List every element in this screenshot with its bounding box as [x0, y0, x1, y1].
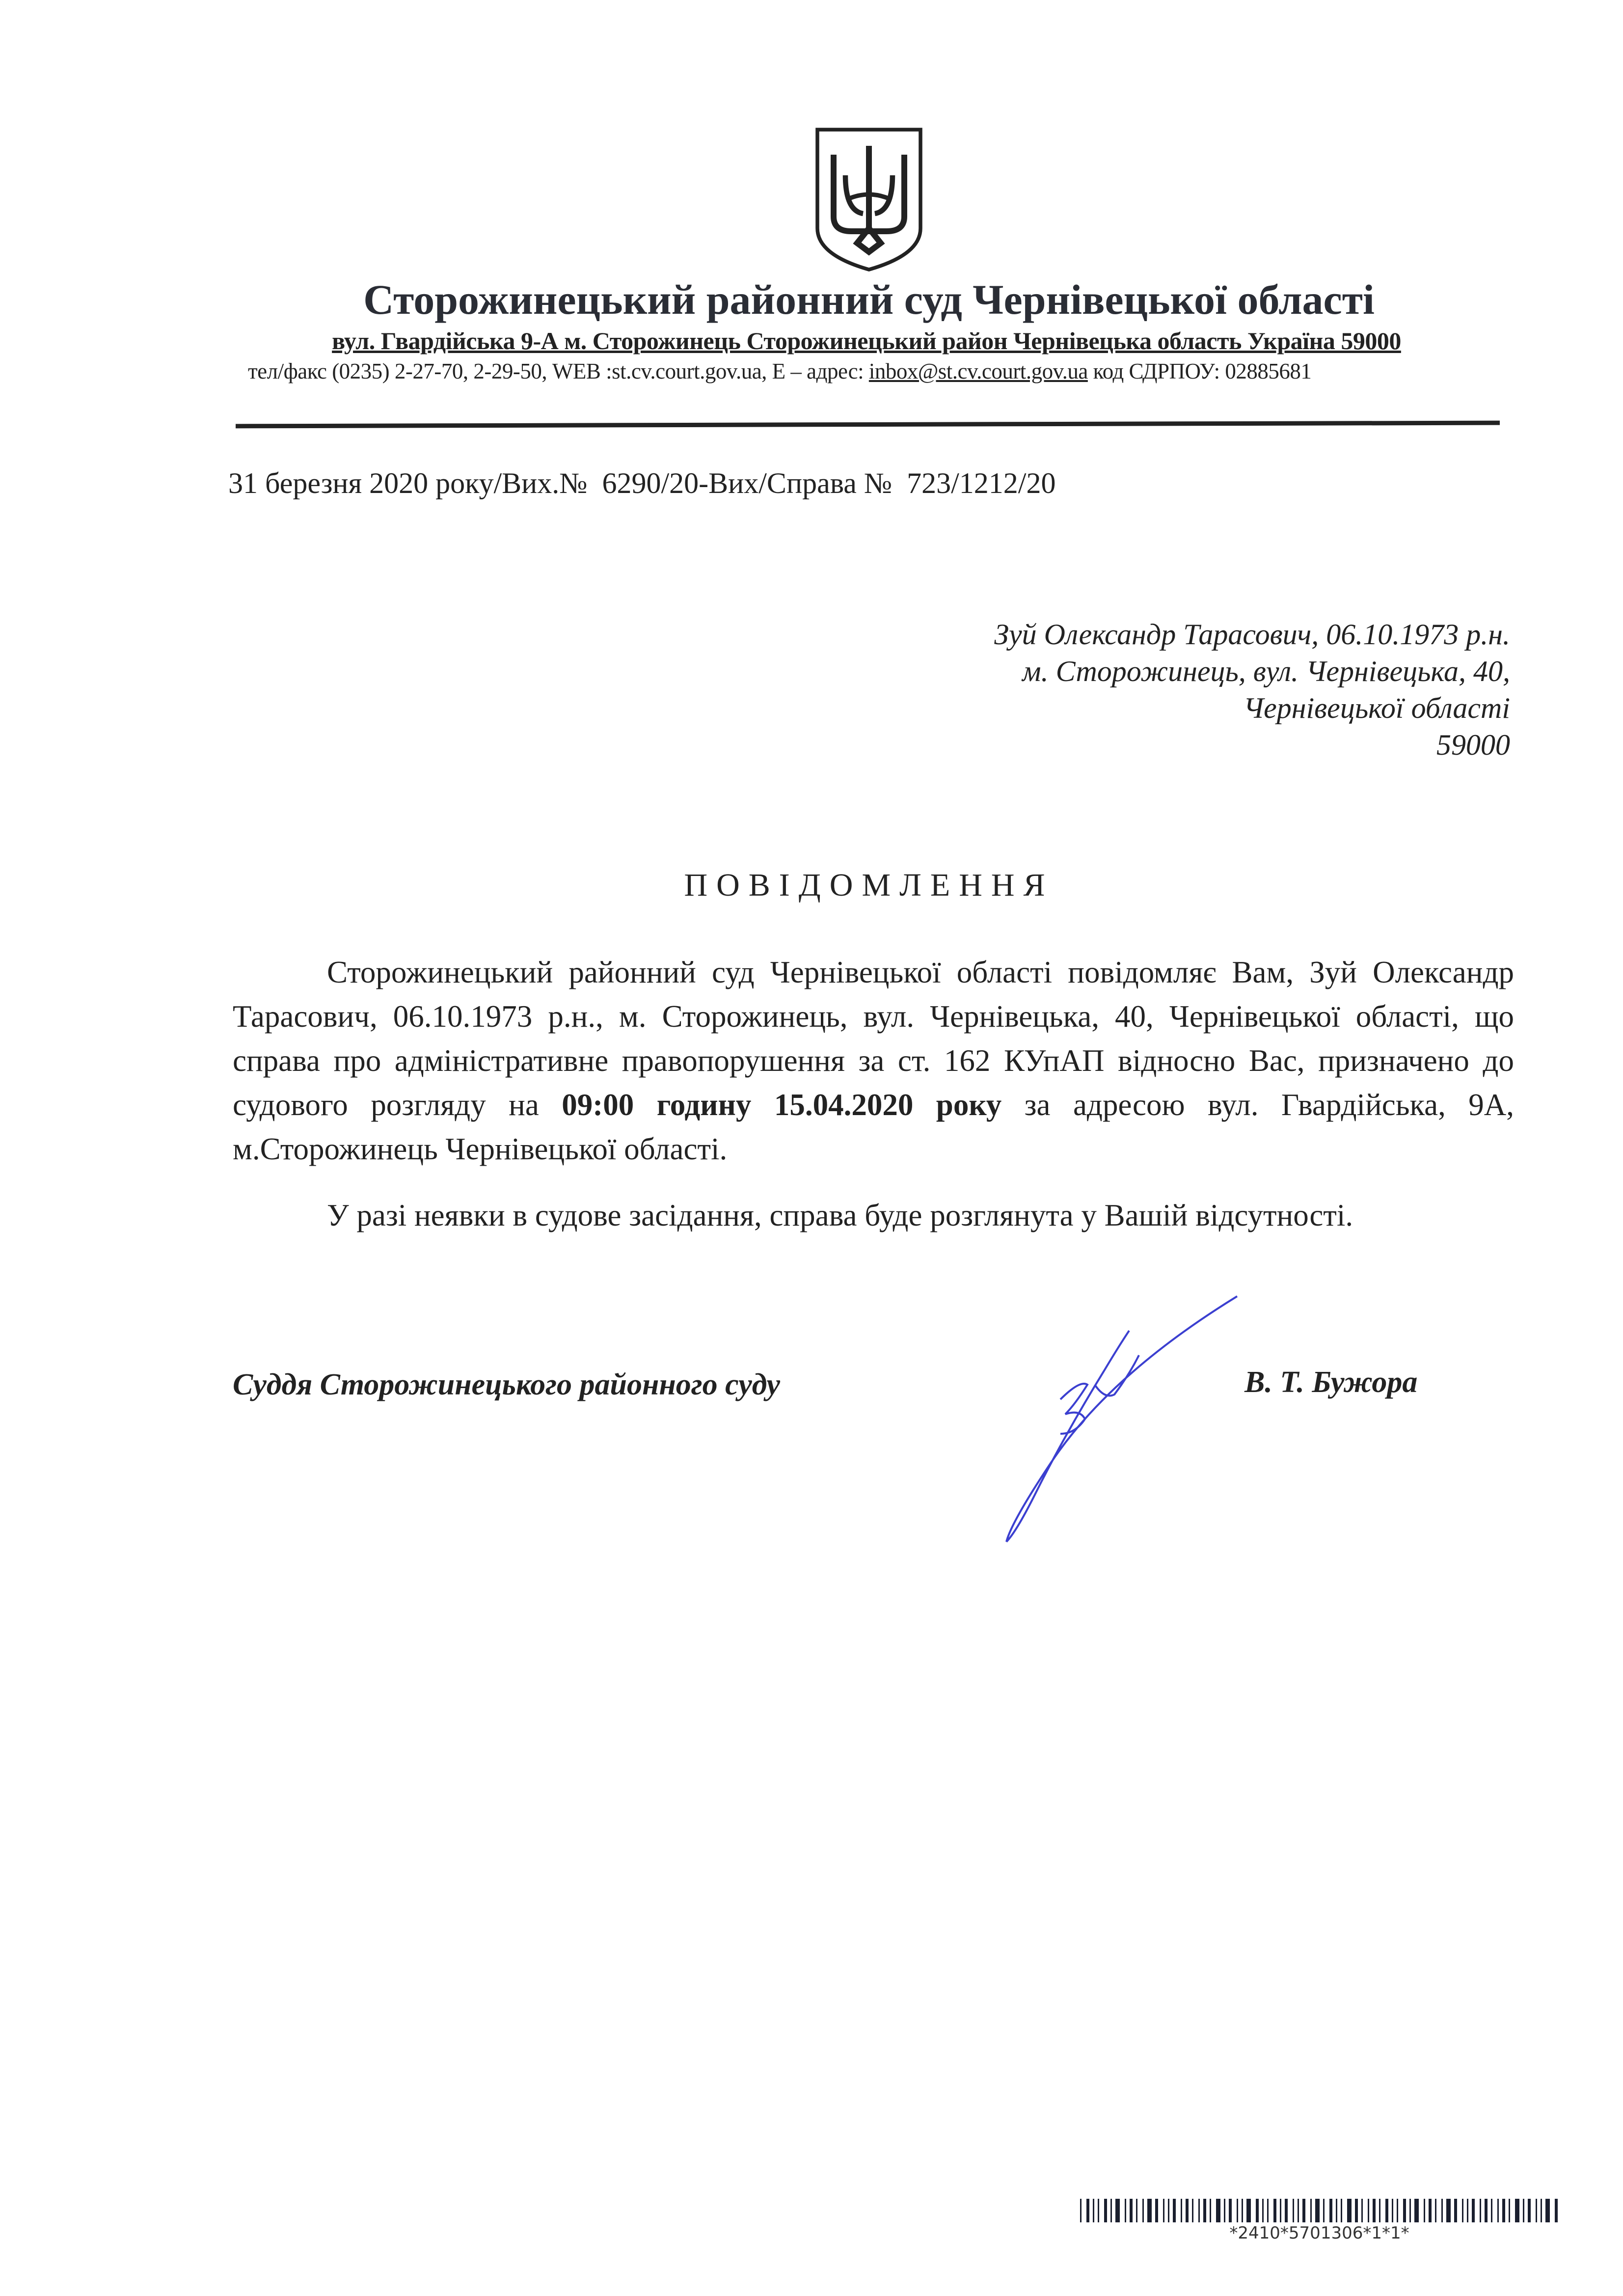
barcode-bar	[1130, 2199, 1133, 2222]
barcode-bar	[1256, 2199, 1259, 2222]
barcode-bar	[1262, 2199, 1264, 2222]
barcode-bar	[1361, 2199, 1363, 2222]
barcode-bar	[1409, 2199, 1411, 2222]
barcode-bar	[1424, 2199, 1425, 2222]
barcode-bar	[1555, 2199, 1558, 2222]
p1-end: за адресою вул. Гвардійська, 9А, м.Сторожинець Чернівецької області.	[233, 1088, 1515, 1166]
recipient-street: м. Сторожинець, вул. Чернівецька, 40,	[1022, 655, 1510, 687]
barcode-bar	[1293, 2199, 1294, 2222]
barcode-bar	[1210, 2199, 1211, 2222]
contacts-prefix: тел/факс (0235) 2-27-70, 2-29-50, WEB :st.cv.court.gov.ua, E – адрес:	[248, 359, 869, 383]
court-name-title: Сторожинецький районний суд Чернівецької області	[363, 276, 1375, 323]
barcode-bar	[1155, 2199, 1158, 2222]
barcode-bar	[1229, 2199, 1232, 2222]
p1-text: Сторожинецький районний суд Чернівецької області повідомляє Вам, Зуй Олександр Тарасович, 06.10.1973 р.н., м. Сторожинець, вул. Чернівецька, 40, Чернівецької області, що справа про адміністративне правопорушення за ст. 162 КУпАП відносно Вас, призначено до судового розгляду на	[233, 955, 1514, 1122]
barcode-bar	[1115, 2199, 1120, 2222]
barcode-bar	[1080, 2199, 1082, 2222]
barcode-bar	[1545, 2199, 1550, 2222]
barcode-bar	[1302, 2199, 1305, 2222]
barcode-bar	[1397, 2199, 1398, 2222]
barcode-bar	[1136, 2199, 1137, 2222]
barcode-bar	[1173, 2199, 1176, 2222]
barcode-bar	[1385, 2199, 1388, 2222]
barcode-bar	[1414, 2199, 1419, 2222]
coat-of-arms-trident-icon	[812, 125, 925, 273]
barcode-bar	[1181, 2199, 1182, 2222]
barcode-bar	[1336, 2199, 1337, 2222]
header-divider	[236, 421, 1500, 429]
barcode-bar	[1472, 2199, 1475, 2222]
judge-title: Суддя Сторожинецького районного суду	[233, 1368, 781, 1401]
barcode-bar	[1098, 2199, 1099, 2222]
barcode-bar	[1242, 2199, 1243, 2222]
court-address: вул. Гвардійська 9-А м. Сторожинець Сторожинецький район Чернівецька область Україна 59000	[332, 327, 1401, 355]
barcode-bar	[1163, 2199, 1164, 2222]
barcode-bar	[1541, 2199, 1542, 2222]
barcode-bar	[1536, 2199, 1537, 2222]
barcode-bar	[1186, 2199, 1189, 2222]
barcode-bar	[1480, 2199, 1481, 2222]
barcode-bar	[1310, 2199, 1312, 2222]
hearing-datetime: 09:00 годину 15.04.2020 року	[562, 1088, 1002, 1122]
barcode-bar	[1379, 2199, 1380, 2222]
barcode-bar	[1485, 2199, 1488, 2222]
barcode-bar	[1086, 2199, 1089, 2222]
barcode-bar	[1093, 2199, 1094, 2222]
barcode-bar	[1502, 2199, 1505, 2222]
barcode-bar	[1523, 2199, 1524, 2222]
barcode-bar	[1267, 2199, 1269, 2222]
barcode-bar	[1198, 2199, 1200, 2222]
barcode-bar	[1392, 2199, 1393, 2222]
barcode-bar	[1435, 2199, 1436, 2222]
email-link[interactable]: inbox@st.cv.court.gov.ua	[868, 359, 1088, 383]
barcode-bar	[1285, 2199, 1288, 2222]
barcode-bar	[1323, 2199, 1325, 2222]
barcode-bar	[1467, 2199, 1468, 2222]
barcode-bar	[1104, 2199, 1107, 2222]
barcode-bar	[1246, 2199, 1251, 2222]
barcode-bar	[1403, 2199, 1406, 2222]
barcode-bar	[1491, 2199, 1492, 2222]
reference-line: 31 березня 2020 року/Вих.№ 6290/20-Вих/Справа № 723/1212/20	[228, 467, 1056, 499]
barcode-bar	[1203, 2199, 1206, 2222]
recipient-name: Зуй Олександр Тарасович, 06.10.1973 р.н.	[994, 618, 1510, 651]
barcode-bar	[1168, 2199, 1169, 2222]
contacts-suffix: код СДРПОУ: 02885681	[1087, 359, 1312, 383]
recipient-block	[994, 616, 1510, 764]
barcode-bar	[1216, 2199, 1220, 2222]
document-heading: ПОВІДОМЛЕННЯ	[684, 867, 1054, 903]
barcode-bar	[1497, 2199, 1499, 2222]
barcode-bar	[1429, 2199, 1432, 2222]
barcode-bar	[1509, 2199, 1510, 2222]
barcode-bar	[1315, 2199, 1320, 2222]
barcode-bar	[1329, 2199, 1332, 2222]
barcode-bar	[1441, 2199, 1443, 2222]
barcode-bar	[1368, 2199, 1369, 2222]
handwritten-signature	[982, 1286, 1276, 1561]
barcode	[1080, 2199, 1559, 2222]
barcode-bar	[1454, 2199, 1457, 2222]
absence-paragraph: У разі неявки в судове засідання, справа буде розглянута у Вашій відсутності.	[327, 1198, 1353, 1232]
barcode-bar	[1341, 2199, 1342, 2222]
barcode-bar	[1147, 2199, 1152, 2222]
barcode-number: *2410*5701306*1*1*	[1229, 2223, 1409, 2243]
barcode-bar	[1142, 2199, 1144, 2222]
barcode-bar	[1125, 2199, 1126, 2222]
recipient-region: Чернівецької області	[1243, 692, 1510, 724]
barcode-bar	[1347, 2199, 1352, 2222]
barcode-bar	[1110, 2199, 1112, 2222]
barcode-bar	[1462, 2199, 1463, 2222]
barcode-bar	[1528, 2199, 1531, 2222]
barcode-bar	[1192, 2199, 1193, 2222]
recipient-postcode: 59000	[1436, 729, 1510, 761]
barcode-bar	[1280, 2199, 1281, 2222]
barcode-bar	[1298, 2199, 1299, 2222]
judge-name: В. Т. Бужора	[1244, 1366, 1418, 1399]
notice-paragraph	[233, 950, 1514, 1171]
barcode-bar	[1273, 2199, 1276, 2222]
barcode-bar	[1237, 2199, 1238, 2222]
barcode-bar	[1224, 2199, 1225, 2222]
barcode-bar	[1373, 2199, 1376, 2222]
barcode-bar	[1446, 2199, 1451, 2222]
court-contacts	[248, 358, 1485, 384]
barcode-bar	[1355, 2199, 1358, 2222]
barcode-bar	[1515, 2199, 1519, 2222]
